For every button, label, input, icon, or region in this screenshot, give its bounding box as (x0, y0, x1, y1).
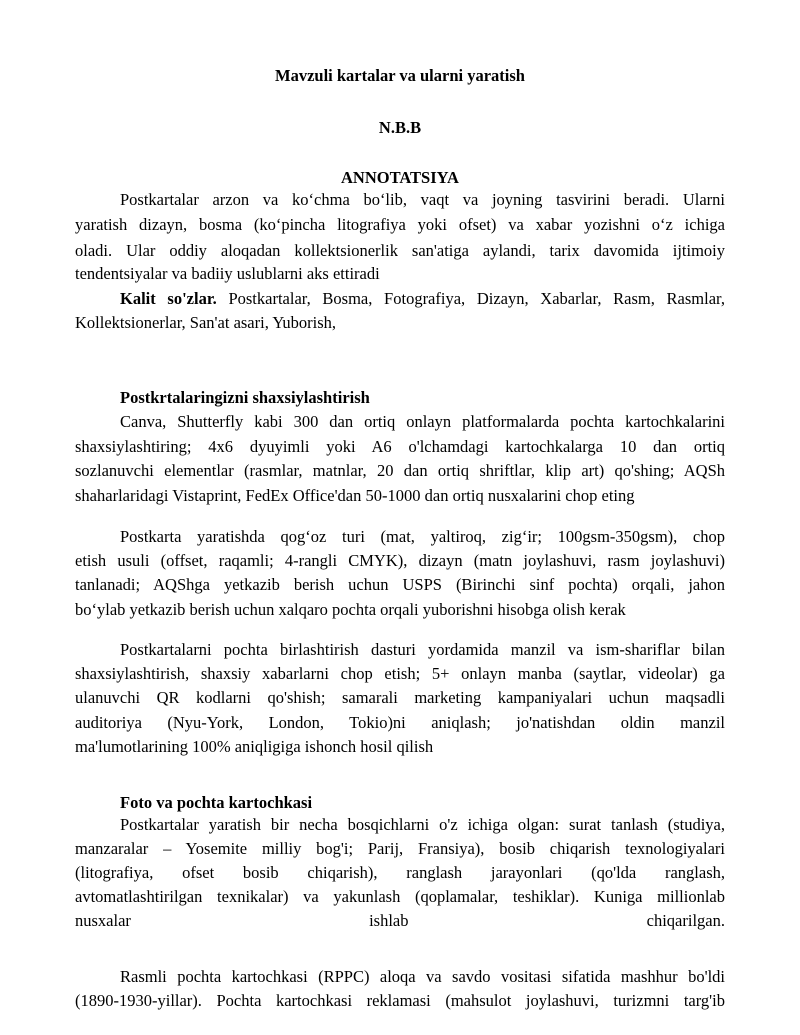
annotation-line: oladi. Ular oddiy aloqadan kollektsionerlik san'atiga aylandi, tarix davomida ijtimoiy (75, 241, 725, 260)
paragraph-line: bo‘ylab yetkazib berish uchun xalqaro pochta orqali yuborishni hisobga olish kerak (75, 600, 626, 619)
paragraph-line: Postkartalar yaratish bir necha bosqichlarni o'z ichiga olgan: surat tanlash (studiya, (120, 815, 725, 834)
keywords-line (75, 289, 725, 309)
annotation-line: Postkartalar arzon va ko‘chma bo‘lib, vaqt va joyning tasvirini beradi. Ularni (120, 190, 725, 209)
paragraph-line: (litografiya, ofset bosib chiqarish), ranglash jarayonlari (qo'lda ranglash, (75, 863, 725, 882)
paragraph-line: auditoriya (Nyu-York, London, Tokio)ni aniqlash; jo'natishdan oldin manzil (75, 713, 725, 732)
document-title: Mavzuli kartalar va ularni yaratish (275, 66, 525, 85)
annotation-line: yaratish dizayn, bosma (ko‘pincha litografiya yoki ofset) va xabar yozishni o‘z ichiga (75, 215, 725, 234)
paragraph-line: Postkartalarni pochta birlashtirish dasturi yordamida manzil va ism-shariflar bilan (120, 640, 725, 659)
paragraph-line: avtomatlashtirilgan texnikalar) va yakunlash (qoplamalar, teshiklar). Kuniga millionlab (75, 887, 725, 906)
paragraph-line: Canva, Shutterfly kabi 300 dan ortiq onlayn platformalarda pochta kartochkalarini (120, 412, 725, 431)
paragraph-line: Rasmli pochta kartochkasi (RPPC) aloqa va savdo vositasi sifatida mashhur bo'ldi (120, 967, 725, 986)
paragraph-line: etish usuli (offset, raqamli; 4-rangli CMYK), dizayn (matn joylashuvi, rasm joylashuvi) (75, 551, 725, 570)
paragraph-line: (1890-1930-yillar). Pochta kartochkasi reklamasi (mahsulot joylashuvi, turizmni targ'ib (75, 991, 725, 1010)
keywords-list: Postkartalar, Bosma, Fotografiya, Dizayn, Xabarlar, Rasm, Rasmlar, (216, 289, 725, 308)
keywords-line: Kollektsionerlar, San'at asari, Yuborish, (75, 313, 337, 332)
paragraph-line: shaxsiylashtirish, shaxsiy xabarlarni chop etish; 5+ onlayn manba (saytlar, videolar) ga (75, 664, 725, 683)
document-page (75, 0, 725, 1035)
section-heading: Postkrtalaringizni shaxsiylashtirish (120, 388, 370, 407)
section-heading: Foto va pochta kartochkasi (120, 793, 313, 812)
paragraph-line: ma'lumotlarining 100% aniqligiga ishonch hosil qilish (75, 737, 434, 756)
paragraph-line: nusxalar ishlab chiqarilgan. (75, 911, 725, 930)
paragraph-line: sozlanuvchi elementlar (rasmlar, matnlar, 20 dan ortiq shriftlar, klip art) qo'shing; AQSh (75, 461, 725, 480)
paragraph-line: shaharlaridagi Vistaprint, FedEx Office'dan 50-1000 dan ortiq nusxalarini chop eting (75, 486, 635, 505)
document-authors: N.B.B (378, 118, 422, 137)
annotation-heading: ANNOTATSIYA (341, 168, 459, 187)
annotation-line: tendentsiyalar va badiiy uslublarni aks ettiradi (75, 264, 380, 283)
keywords-label: Kalit so'zlar. (120, 289, 217, 308)
paragraph-line: Postkarta yaratishda qog‘oz turi (mat, yaltiroq, zig‘ir; 100gsm-350gsm), chop (120, 527, 725, 546)
paragraph-line: manzaralar – Yosemite milliy bog'i; Parij, Fransiya), bosib chiqarish texnologiyalari (75, 839, 725, 858)
paragraph-line: tanlanadi; AQShga yetkazib berish uchun USPS (Birinchi sinf pochta) orqali, jahon (75, 575, 725, 594)
paragraph-line: ulanuvchi QR kodlarni qo'shish; samarali marketing kampaniyalari uchun maqsadli (75, 688, 725, 707)
paragraph-line: shaxsiylashtiring; 4x6 dyuyimli yoki A6 o'lchamdagi kartochkalarga 10 dan ortiq (75, 437, 725, 456)
